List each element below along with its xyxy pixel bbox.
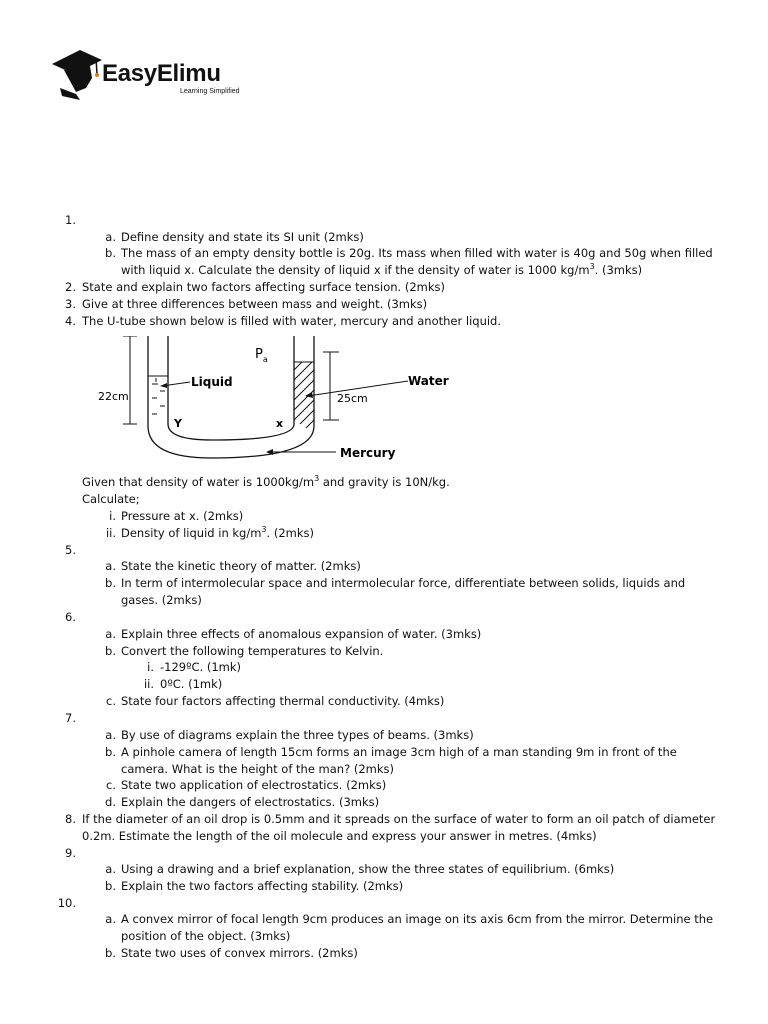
sub-label: ii. bbox=[143, 677, 154, 691]
sub-label: b. bbox=[105, 745, 116, 759]
question-text: The mass of an empty density bottle is 20g. Its mass when filled with water is 40g and 50g when filled bbox=[121, 246, 713, 260]
question-text: with liquid x. Calculate the density of liquid x if the density of water is 1000 $kg/m^3$. (3mks) bbox=[121, 262, 643, 277]
sub-label: c. bbox=[106, 694, 116, 708]
question-text: gases. (2mks) bbox=[121, 593, 202, 607]
point-x-label: x bbox=[276, 417, 284, 430]
question-text: In term of intermolecular space and intermolecular force, differentiate between solids, liquids and bbox=[121, 576, 686, 590]
sub-label: b. bbox=[105, 946, 116, 960]
question-number: 5. bbox=[65, 543, 76, 557]
question-text: By use of diagrams explain the three types of beams. (3mks) bbox=[121, 728, 474, 742]
question-text: position of the object. (3mks) bbox=[121, 929, 291, 943]
sub-label: i. bbox=[147, 660, 154, 674]
question-number: 1. bbox=[65, 213, 76, 227]
brand-tagline: Learning Simplified bbox=[180, 88, 240, 95]
sub-label: a. bbox=[105, 559, 116, 573]
question-number: 3. bbox=[65, 297, 76, 311]
question-number: 4. bbox=[65, 314, 76, 328]
question-text: Calculate; bbox=[82, 492, 140, 506]
brand-name: EasyElimu bbox=[102, 60, 221, 87]
question-text: 0ºC. (1mk) bbox=[160, 677, 223, 691]
question-text: Pressure at x. (2mks) bbox=[121, 509, 244, 523]
u-tube-diagram bbox=[90, 336, 450, 466]
question-text: 0.2m. Estimate the length of the oil molecule and express your answer in metres. (4mks) bbox=[82, 829, 597, 843]
question-text: Explain the dangers of electrostatics. (3mks) bbox=[121, 795, 380, 809]
point-y-label: Y bbox=[174, 417, 182, 430]
question-text: A pinhole camera of length 15cm forms an image 3cm high of a man standing 9m in front of the bbox=[121, 745, 677, 759]
sub-label: b. bbox=[105, 246, 116, 260]
mercury-label: Mercury bbox=[340, 446, 396, 460]
question-number: 2. bbox=[65, 280, 76, 294]
question-number: 6. bbox=[65, 610, 76, 624]
question-text: State two application of electrostatics. (2mks) bbox=[121, 778, 387, 792]
sub-label: b. bbox=[105, 644, 116, 658]
question-number: 7. bbox=[65, 711, 76, 725]
question-text: Using a drawing and a brief explanation, show the three states of equilibrium. (6mks) bbox=[121, 862, 615, 876]
question-text: Give at three differences between mass and weight. (3mks) bbox=[82, 297, 428, 311]
question-text: State and explain two factors affecting surface tension. (2mks) bbox=[82, 280, 446, 294]
question-text: The U-tube shown below is filled with water, mercury and another liquid. bbox=[82, 314, 502, 328]
question-text: State four factors affecting thermal conductivity. (4mks) bbox=[121, 694, 445, 708]
sub-label: a. bbox=[105, 230, 116, 244]
sub-label: a. bbox=[105, 627, 116, 641]
right-height-label: 25cm bbox=[337, 392, 368, 405]
question-number: 10. bbox=[57, 896, 76, 910]
question-text: Explain three effects of anomalous expansion of water. (3mks) bbox=[121, 627, 482, 641]
sub-label: b. bbox=[105, 879, 116, 893]
sub-label: a. bbox=[105, 728, 116, 742]
question-text: If the diameter of an oil drop is 0.5mm and it spreads on the surface of water to form an oil patch of diameter bbox=[82, 812, 716, 826]
sub-label: c. bbox=[106, 778, 116, 792]
question-text: camera. What is the height of the man? (2mks) bbox=[121, 762, 394, 776]
question-text: A convex mirror of focal length 9cm produces an image on its axis 6cm from the mirror. Determine the bbox=[121, 912, 714, 926]
question-number: 8. bbox=[65, 812, 76, 826]
left-height-label: 22cm bbox=[98, 390, 129, 403]
question-text: Define density and state its SI unit (2mks) bbox=[121, 230, 364, 244]
question-text: Density of liquid in $kg/m^3$. (2mks) bbox=[121, 525, 314, 540]
sub-label: a. bbox=[105, 912, 116, 926]
question-text: -129ºC. (1mk) bbox=[160, 660, 242, 674]
question-text: State two uses of convex mirrors. (2mks) bbox=[121, 946, 358, 960]
sub-label: i. bbox=[109, 509, 116, 523]
question-text: State the kinetic theory of matter. (2mks) bbox=[121, 559, 361, 573]
water-label: Water bbox=[408, 374, 449, 388]
sub-label: ii. bbox=[105, 526, 116, 540]
sub-label: b. bbox=[105, 576, 116, 590]
question-text: Explain the two factors affecting stability. (2mks) bbox=[121, 879, 404, 893]
liquid-label: Liquid bbox=[191, 375, 233, 389]
sub-label: a. bbox=[105, 862, 116, 876]
question-number: 9. bbox=[65, 846, 76, 860]
question-text: Convert the following temperatures to Kelvin. bbox=[121, 644, 384, 658]
question-text: Given that density of water is $1000kg/m^3$ and gravity is 10N/kg. bbox=[82, 474, 450, 489]
pressure-label: $P_a$ bbox=[255, 347, 268, 364]
sub-label: d. bbox=[105, 795, 116, 809]
